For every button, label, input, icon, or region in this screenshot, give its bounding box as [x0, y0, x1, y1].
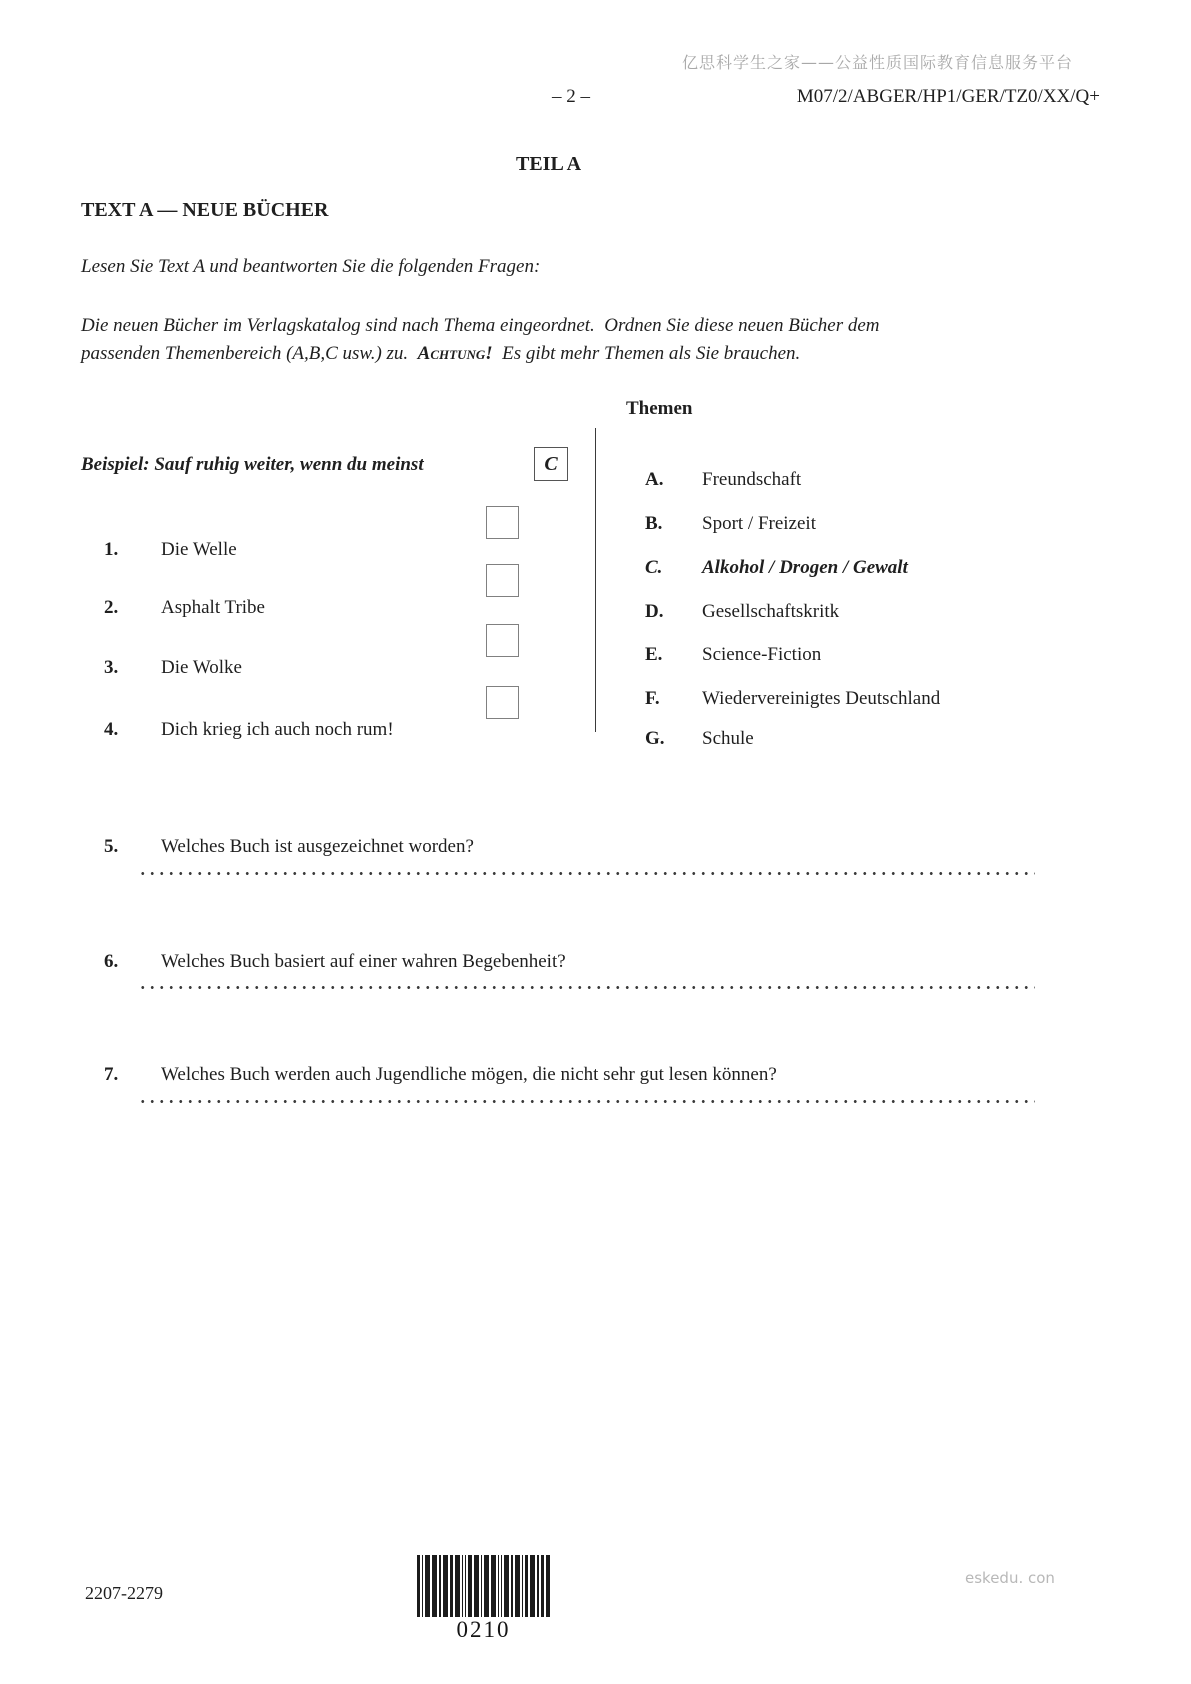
answer-dotted-line-7	[138, 1099, 1035, 1104]
text-a-instruction: Lesen Sie Text A und beantworten Sie die folgenden Fragen:	[81, 256, 541, 277]
section-title: TEIL A	[516, 153, 582, 175]
theme-item-g	[626, 700, 754, 778]
theme-label: Wiedervereinigtes Deutschland	[702, 688, 941, 709]
question-number: 5.	[104, 836, 119, 857]
theme-letter: F.	[645, 688, 660, 709]
theme-label: Sport / Freizeit	[702, 513, 816, 534]
theme-label: Alkohol / Drogen / Gewalt	[702, 557, 908, 578]
column-divider	[595, 428, 596, 732]
question-number: 6.	[104, 951, 119, 972]
question-text: Welches Buch werden auch Jugendliche mögen, die nicht sehr gut lesen können?	[161, 1064, 777, 1085]
answer-box-1	[486, 506, 519, 539]
task-line2-achtung: Achtung!	[417, 343, 493, 364]
theme-letter: B.	[645, 513, 663, 534]
task-line2-part1: passenden Themenbereich (A,B,C usw.) zu.	[81, 343, 418, 364]
answer-box-2	[486, 564, 519, 597]
item-title: Die Wolke	[161, 657, 242, 678]
theme-label: Freundschaft	[702, 469, 802, 490]
answer-box-4	[486, 686, 519, 719]
site-watermark: eskedu. con	[965, 1569, 1055, 1587]
item-title: Die Welle	[161, 539, 237, 560]
answer-box-3	[486, 624, 519, 657]
themes-heading: Themen	[626, 398, 693, 419]
theme-letter: C.	[645, 557, 663, 578]
barcode-image	[417, 1555, 550, 1617]
page-number: – 2 –	[552, 86, 590, 107]
theme-label: Gesellschaftskritk	[702, 601, 840, 622]
item-number: 4.	[104, 719, 119, 740]
theme-label: Science-Fiction	[702, 644, 822, 665]
book-item-4	[85, 691, 394, 769]
example-answer-box: C	[534, 447, 568, 481]
document-code: 2207-2279	[85, 1583, 163, 1603]
item-number: 1.	[104, 539, 119, 560]
question-number: 7.	[104, 1064, 119, 1085]
item-number: 3.	[104, 657, 119, 678]
task-line2-part2: Es gibt mehr Themen als Sie brauchen.	[492, 343, 801, 364]
theme-letter: D.	[645, 601, 664, 622]
barcode-digits: 0210	[456, 1617, 511, 1642]
exam-code: M07/2/ABGER/HP1/GER/TZ0/XX/Q+	[796, 86, 1100, 107]
item-number: 2.	[104, 597, 119, 618]
question-text: Welches Buch ist ausgezeichnet worden?	[161, 836, 474, 857]
chinese-watermark: 亿思科学生之家——公益性质国际教育信息服务平台	[682, 53, 1074, 72]
theme-letter: E.	[645, 644, 663, 665]
item-title: Asphalt Tribe	[161, 597, 265, 618]
example-label: Beispiel: Sauf ruhig weiter, wenn du meinst	[81, 454, 424, 475]
task-description-line1: Die neuen Bücher im Verlagskatalog sind nach Thema eingeordnet. Ordnen Sie diese neuen Bücher dem	[81, 315, 880, 336]
question-text: Welches Buch basiert auf einer wahren Begebenheit?	[161, 951, 566, 972]
text-a-title: TEXT A — NEUE BÜCHER	[81, 199, 329, 221]
answer-dotted-line-6	[138, 985, 1035, 990]
theme-letter: G.	[645, 728, 665, 749]
task-description-line2	[81, 341, 800, 367]
barcode	[417, 1555, 550, 1622]
theme-letter: A.	[645, 469, 664, 490]
theme-label: Schule	[702, 728, 754, 749]
item-title: Dich krieg ich auch noch rum!	[161, 719, 394, 740]
answer-dotted-line-5	[138, 871, 1035, 876]
